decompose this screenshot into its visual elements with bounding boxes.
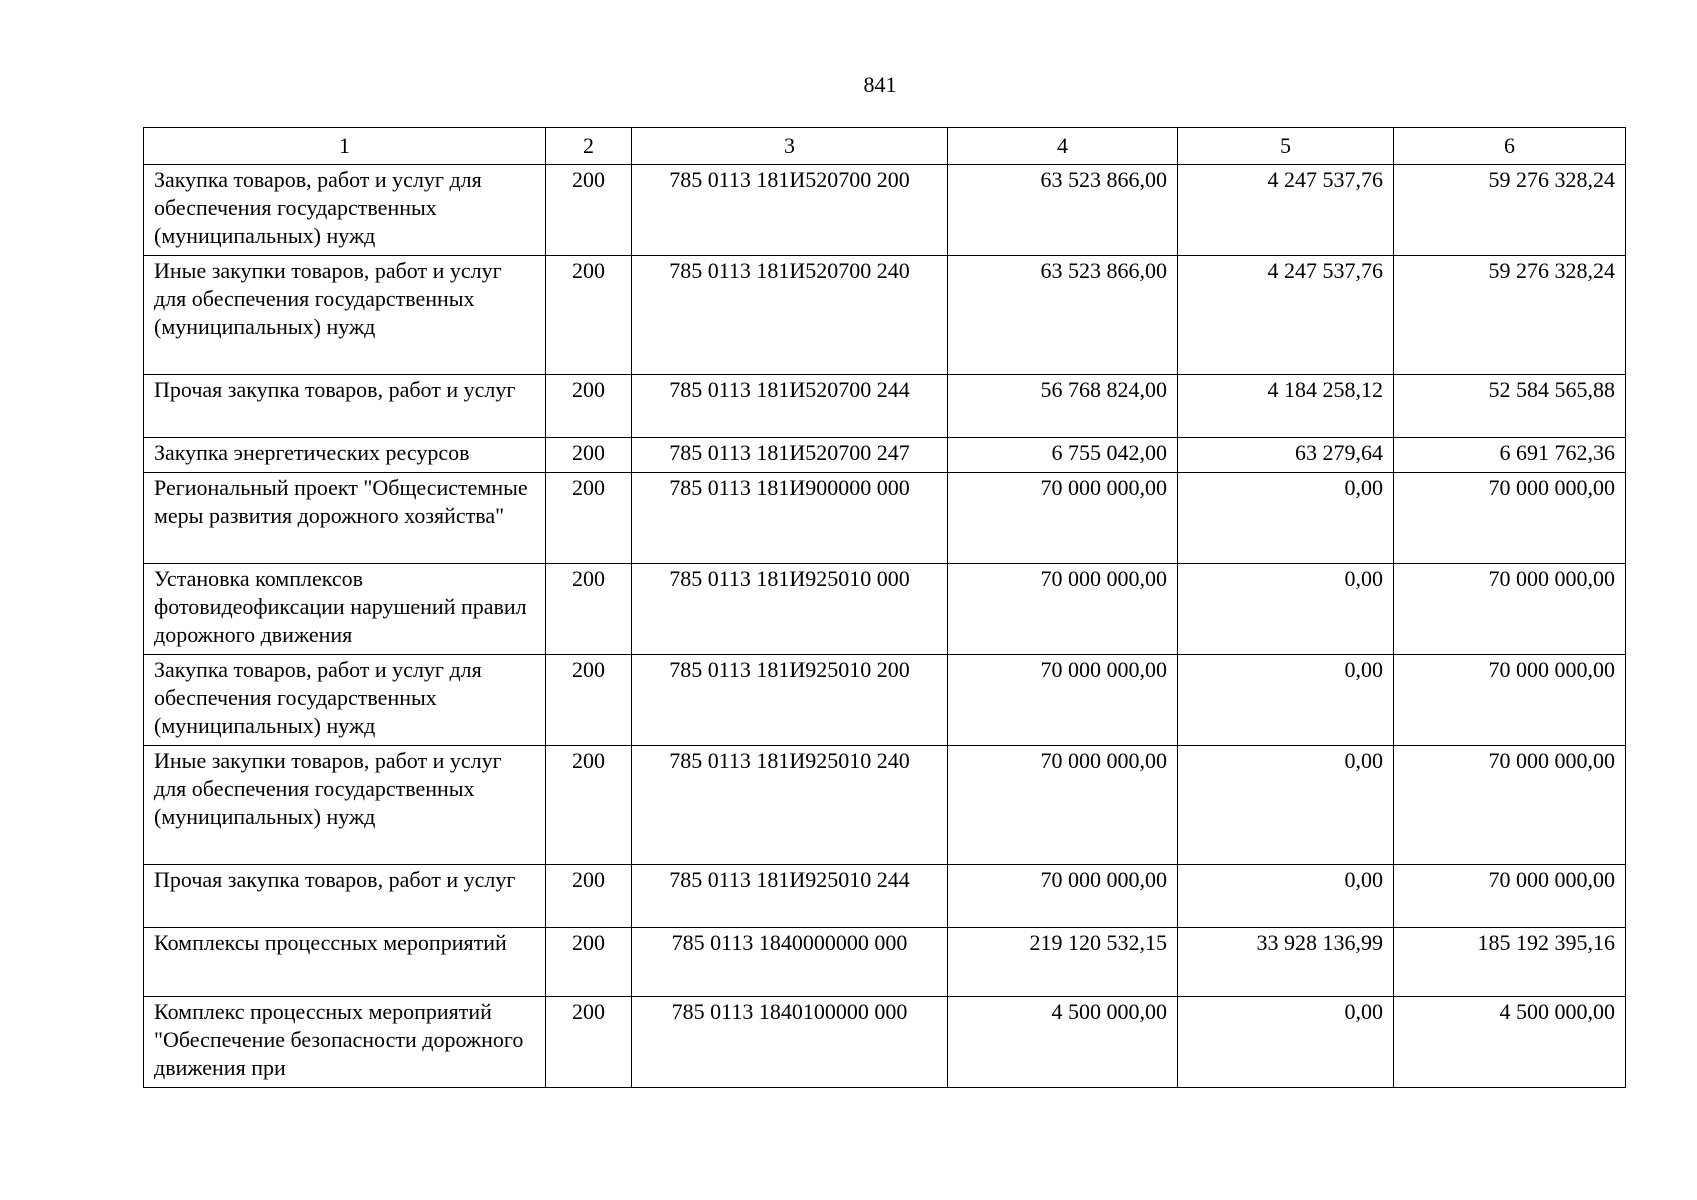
header-row: [144, 128, 1626, 165]
header-col-3: 3: [632, 128, 948, 165]
cell-col-5: 0,00: [1178, 746, 1394, 865]
cell-code: 200: [546, 473, 632, 564]
table-row: [144, 375, 1626, 438]
cell-name: Закупка энергетических ресурсов: [144, 438, 546, 473]
cell-name: Установка комплексов фотовидеофиксации нарушений правил дорожного движения: [144, 564, 546, 655]
table-row: [144, 655, 1626, 746]
cell-col-5: 33 928 136,99: [1178, 928, 1394, 997]
cell-name: Закупка товаров, работ и услуг для обеспечения государственных (муниципальных) нужд: [144, 655, 546, 746]
cell-name: Иные закупки товаров, работ и услуг для обеспечения государственных (муниципальных) нужд: [144, 746, 546, 865]
cell-col-5: 4 247 537,76: [1178, 165, 1394, 256]
cell-kbk: 785 0113 181И925010 244: [632, 865, 948, 928]
cell-col-5: 63 279,64: [1178, 438, 1394, 473]
header-col-2: 2: [546, 128, 632, 165]
table-header: [144, 128, 1626, 165]
cell-col-6: 70 000 000,00: [1394, 746, 1626, 865]
cell-kbk: 785 0113 181И925010 240: [632, 746, 948, 865]
cell-name: Комплексы процессных мероприятий: [144, 928, 546, 997]
cell-col-6: 59 276 328,24: [1394, 256, 1626, 375]
cell-code: 200: [546, 655, 632, 746]
cell-col-4: 4 500 000,00: [948, 997, 1178, 1088]
table-row: [144, 165, 1626, 256]
table-row: [144, 564, 1626, 655]
cell-kbk: 785 0113 181И900000 000: [632, 473, 948, 564]
cell-code: 200: [546, 865, 632, 928]
cell-col-4: 70 000 000,00: [948, 655, 1178, 746]
cell-col-5: 0,00: [1178, 655, 1394, 746]
cell-name: Иные закупки товаров, работ и услуг для обеспечения государственных (муниципальных) нужд: [144, 256, 546, 375]
header-col-4: 4: [948, 128, 1178, 165]
cell-kbk: 785 0113 181И925010 000: [632, 564, 948, 655]
table-body: [144, 165, 1626, 1088]
cell-kbk: 785 0113 181И925010 200: [632, 655, 948, 746]
cell-col-4: 6 755 042,00: [948, 438, 1178, 473]
cell-name: Закупка товаров, работ и услуг для обеспечения государственных (муниципальных) нужд: [144, 165, 546, 256]
cell-col-4: 70 000 000,00: [948, 865, 1178, 928]
cell-col-4: 56 768 824,00: [948, 375, 1178, 438]
cell-col-4: 70 000 000,00: [948, 746, 1178, 865]
cell-kbk: 785 0113 1840100000 000: [632, 997, 948, 1088]
cell-col-4: 70 000 000,00: [948, 564, 1178, 655]
header-col-5: 5: [1178, 128, 1394, 165]
cell-col-5: 0,00: [1178, 473, 1394, 564]
cell-kbk: 785 0113 181И520700 244: [632, 375, 948, 438]
cell-col-6: 4 500 000,00: [1394, 997, 1626, 1088]
cell-kbk: 785 0113 1840000000 000: [632, 928, 948, 997]
table-row: [144, 997, 1626, 1088]
cell-name: Комплекс процессных мероприятий "Обеспечение безопасности дорожного движения при: [144, 997, 546, 1088]
cell-col-5: 0,00: [1178, 997, 1394, 1088]
table-row: [144, 473, 1626, 564]
table-row: [144, 256, 1626, 375]
budget-table: [143, 127, 1626, 1088]
header-col-6: 6: [1394, 128, 1626, 165]
cell-col-6: 70 000 000,00: [1394, 655, 1626, 746]
cell-col-5: 0,00: [1178, 564, 1394, 655]
table-row: [144, 438, 1626, 473]
cell-name: Прочая закупка товаров, работ и услуг: [144, 865, 546, 928]
cell-name: Региональный проект "Общесистемные меры развития дорожного хозяйства": [144, 473, 546, 564]
cell-col-6: 52 584 565,88: [1394, 375, 1626, 438]
cell-col-4: 219 120 532,15: [948, 928, 1178, 997]
table-row: [144, 928, 1626, 997]
cell-col-6: 59 276 328,24: [1394, 165, 1626, 256]
cell-kbk: 785 0113 181И520700 247: [632, 438, 948, 473]
cell-kbk: 785 0113 181И520700 240: [632, 256, 948, 375]
cell-name: Прочая закупка товаров, работ и услуг: [144, 375, 546, 438]
cell-col-4: 63 523 866,00: [948, 256, 1178, 375]
table-row: [144, 746, 1626, 865]
cell-col-6: 185 192 395,16: [1394, 928, 1626, 997]
cell-code: 200: [546, 165, 632, 256]
cell-kbk: 785 0113 181И520700 200: [632, 165, 948, 256]
page-number: 841: [863, 72, 897, 97]
header-col-1: 1: [144, 128, 546, 165]
cell-col-5: 4 247 537,76: [1178, 256, 1394, 375]
cell-col-6: 70 000 000,00: [1394, 473, 1626, 564]
cell-code: 200: [546, 375, 632, 438]
cell-code: 200: [546, 997, 632, 1088]
cell-col-6: 70 000 000,00: [1394, 865, 1626, 928]
cell-code: 200: [546, 928, 632, 997]
cell-col-6: 70 000 000,00: [1394, 564, 1626, 655]
cell-col-4: 63 523 866,00: [948, 165, 1178, 256]
cell-code: 200: [546, 438, 632, 473]
cell-code: 200: [546, 256, 632, 375]
cell-col-6: 6 691 762,36: [1394, 438, 1626, 473]
cell-col-5: 0,00: [1178, 865, 1394, 928]
cell-col-5: 4 184 258,12: [1178, 375, 1394, 438]
cell-code: 200: [546, 746, 632, 865]
table-row: [144, 865, 1626, 928]
cell-code: 200: [546, 564, 632, 655]
cell-col-4: 70 000 000,00: [948, 473, 1178, 564]
